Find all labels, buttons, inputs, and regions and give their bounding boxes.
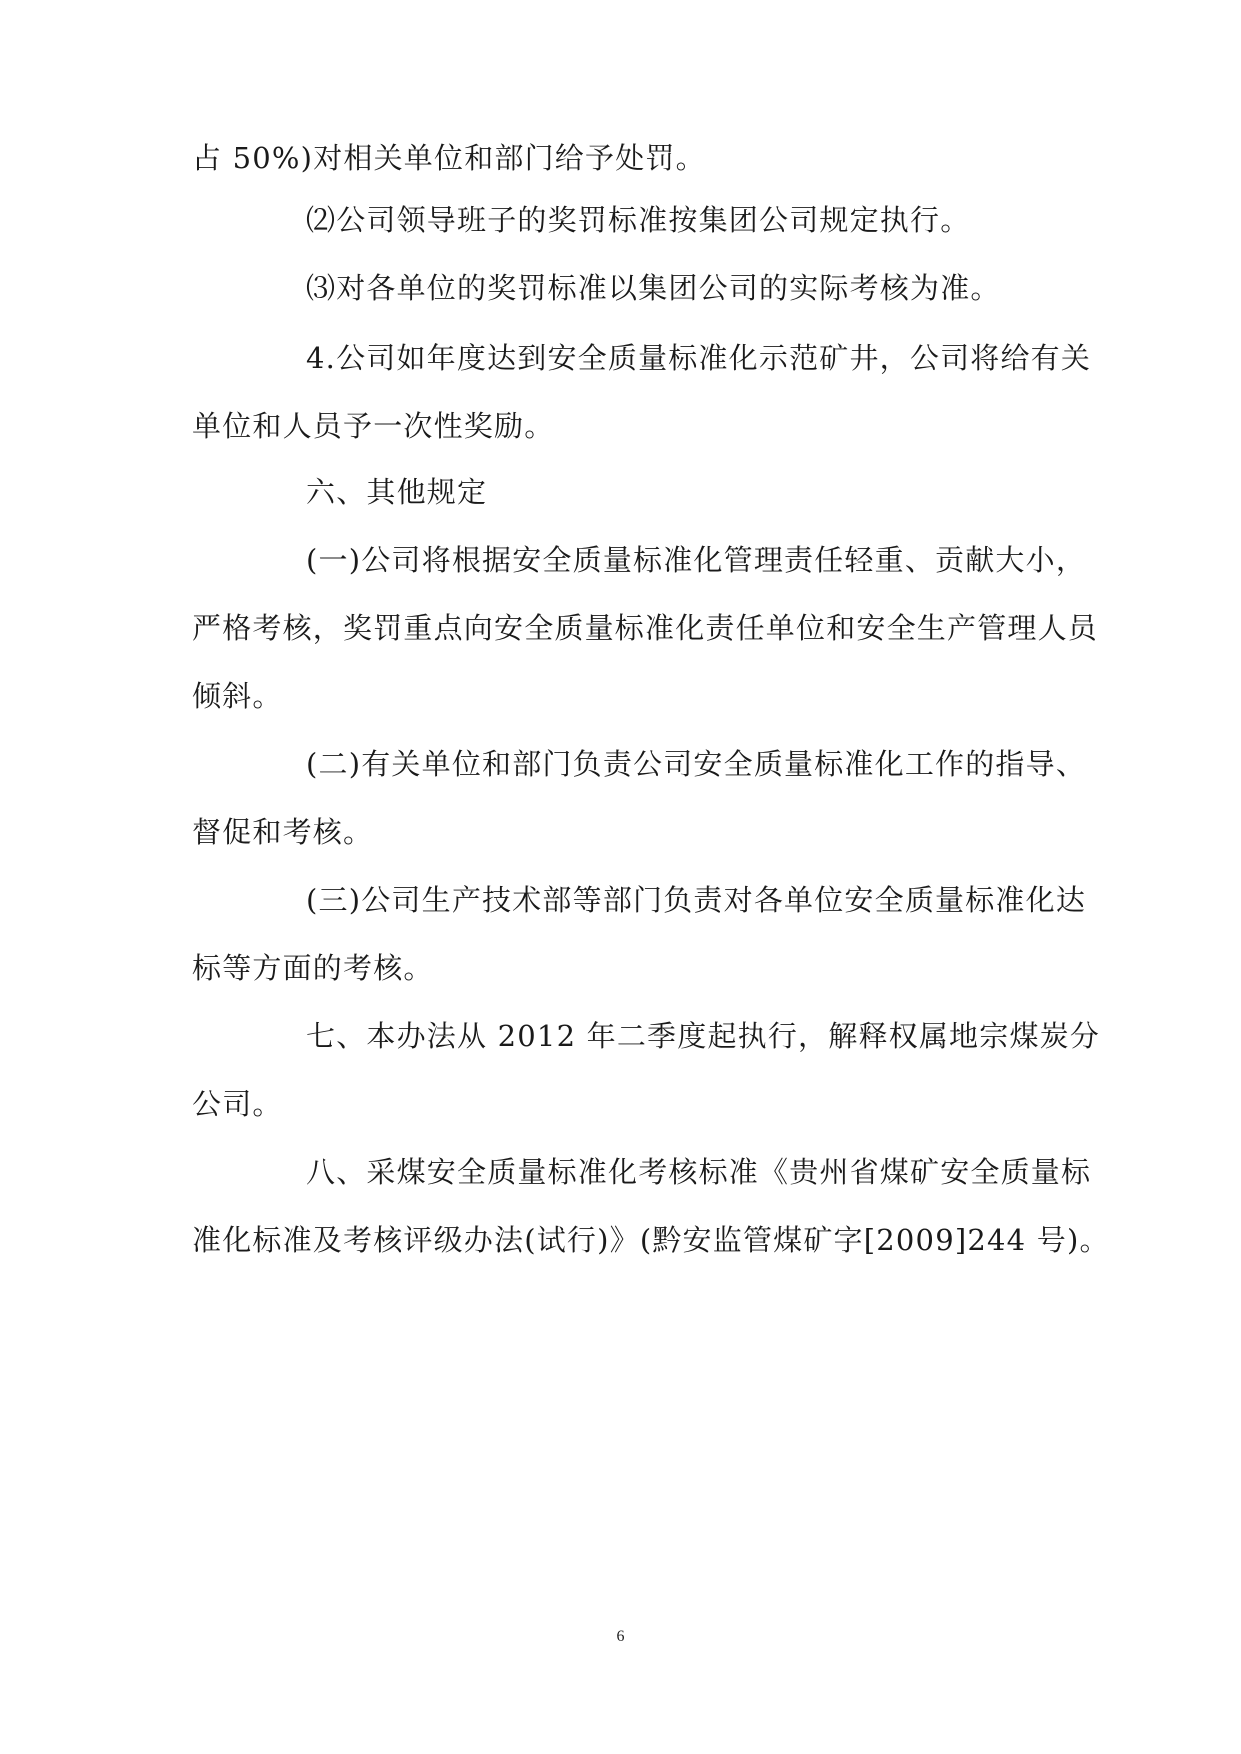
paragraph-line: 督促和考核。 [192, 815, 374, 849]
paragraph-line: 公司。 [192, 1087, 283, 1121]
paragraph-line: 标等方面的考核。 [192, 951, 434, 985]
paragraph-line: 占 50%)对相关单位和部门给予处罚。 [192, 141, 706, 175]
paragraph-line: ⑶对各单位的奖罚标准以集团公司的实际考核为准。 [306, 271, 1001, 305]
paragraph-line: 八、采煤安全质量标准化考核标准《贵州省煤矿安全质量标 [306, 1155, 1092, 1189]
paragraph-line: 4.公司如年度达到安全质量标准化示范矿井，公司将给有关 [306, 341, 1092, 375]
section-heading: 六、其他规定 [306, 475, 488, 509]
paragraph-line: (一)公司将根据安全质量标准化管理责任轻重、贡献大小， [306, 543, 1087, 577]
page-number: 6 [616, 1628, 625, 1645]
paragraph-line: 七、本办法从 2012 年二季度起执行，解释权属地宗煤炭分 [306, 1019, 1101, 1053]
paragraph-line: 单位和人员予一次性奖励。 [192, 409, 555, 443]
paragraph-line: ⑵公司领导班子的奖罚标准按集团公司规定执行。 [306, 203, 971, 237]
paragraph-line: (三)公司生产技术部等部门负责对各单位安全质量标准化达 [306, 883, 1087, 917]
paragraph-line: (二)有关单位和部门负责公司安全质量标准化工作的指导、 [306, 747, 1087, 781]
paragraph-line: 准化标准及考核评级办法(试行)》(黔安监管煤矿字[2009]244 号)。 [192, 1223, 1110, 1257]
paragraph-line: 严格考核，奖罚重点向安全质量标准化责任单位和安全生产管理人员 [192, 611, 1099, 645]
paragraph-line: 倾斜。 [192, 679, 283, 713]
